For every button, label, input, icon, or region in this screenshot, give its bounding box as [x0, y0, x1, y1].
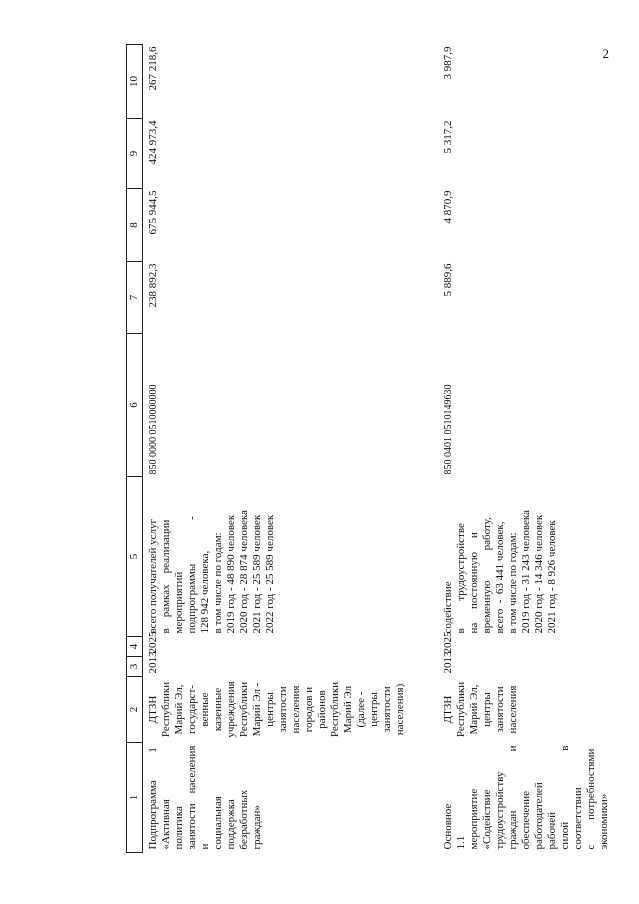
amount-col10-cell: 267 218,6 — [147, 46, 159, 91]
table-row — [438, 45, 611, 853]
amount-col7-cell: 238 892,3 — [147, 263, 159, 308]
header-row — [127, 45, 143, 853]
amount-col10-cell: 3 987,9 — [442, 46, 454, 80]
table-row — [143, 45, 439, 853]
program-table — [126, 44, 611, 853]
amount-col9-cell: 5 317,2 — [442, 120, 454, 154]
start-year-cell: 2013 — [442, 651, 454, 674]
header-cell-6: 6 — [127, 334, 143, 477]
executor-cell: ДТЗН Республики Марий Эл, центры занятости населения — [442, 681, 519, 738]
header-cell-1: 1 — [127, 743, 143, 853]
amount-col9-cell: 424 973,4 — [147, 120, 159, 165]
indicator-cell: всего получателей услуг в рамках реализации мероприятий подпрограммы - 128 942 человека, в том числе по годам: 2019 год - 48 890 человек 2020 год - 28 874 человека 2021 год - 25 589 человек 2022 год - 25 589 человек — [147, 510, 276, 634]
header-cell-7: 7 — [127, 262, 143, 334]
amount-col7-cell: 5 889,6 — [442, 263, 454, 297]
header-cell-9: 9 — [127, 119, 143, 189]
header-cell-4: 4 — [127, 637, 143, 657]
amount-col8-cell: 675 944,5 — [147, 190, 159, 235]
indicator-cell: содействие в трудоустройстве на постоянную и временную работу, всего - 63 441 человек, в том числе по годам: 2019 год - 31 243 человека 2020 год - 14 346 человек 2021 год - 8 926 человек — [442, 510, 558, 634]
header-cell-2: 2 — [127, 677, 143, 743]
executor-cell: ДТЗН Республики Марий Эл, государст- венные казенные учреждения Республики Марий Эл - центры занятости населения городов и районов Республики Марий Эл (далее - центры занятости населения) — [147, 681, 406, 738]
start-year-cell: 2013 — [147, 651, 159, 674]
budget-code-cell: 850 0401 0510149630 — [443, 384, 454, 475]
budget-code-cell: 850 0000 0510000000 — [148, 384, 159, 475]
page-number: 2 — [602, 46, 609, 61]
header-cell-3: 3 — [127, 657, 143, 677]
amount-col8-cell: 4 870,9 — [442, 190, 454, 224]
program-name-cell: Основное 1.1 мероприятие «Содействие трудоустройству граждан и обеспечение работодателей рабочей силой в соответствии с потребностями экономики» — [442, 745, 610, 850]
end-year-cell: 2025 — [147, 631, 159, 654]
rotated-table-container — [126, 45, 610, 853]
program-name-cell: Подпрограмма 1 «Активная политика занятости населения и социальная поддержка безработных граждан» — [147, 745, 263, 850]
header-cell-10: 10 — [127, 45, 143, 119]
header-cell-5: 5 — [127, 477, 143, 637]
header-cell-8: 8 — [127, 189, 143, 262]
end-year-cell: 2025 — [442, 631, 454, 654]
